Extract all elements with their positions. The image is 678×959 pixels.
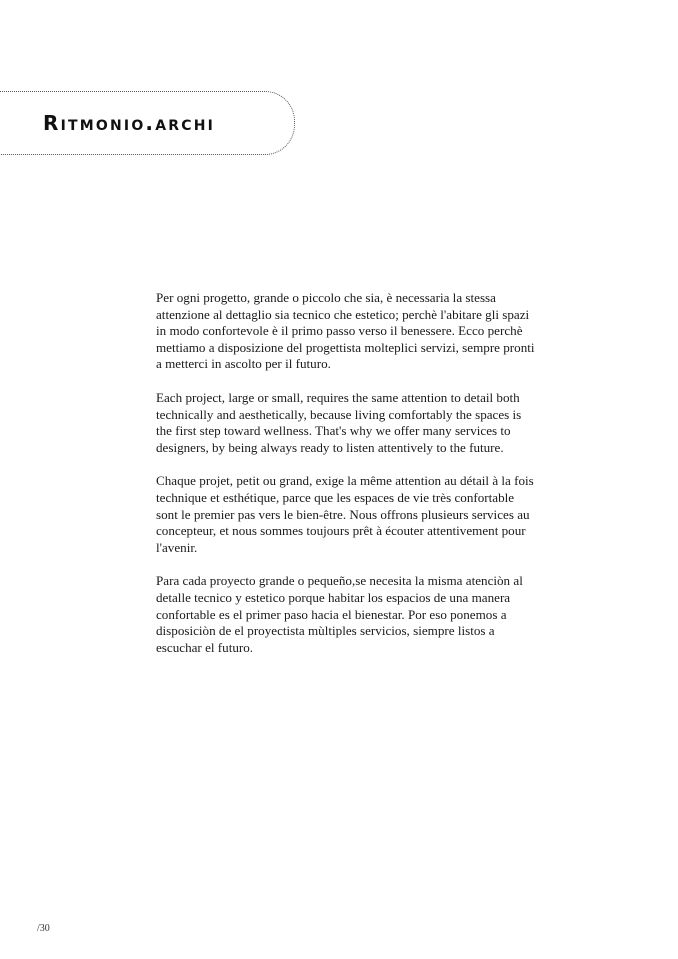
paragraph-spanish: Para cada proyecto grande o pequeño,se necesita la misma atenciòn al detalle tecnico y estetico porque habitar los espacios de una manera confortable es el primer paso hacia el bienestar. Por eso ponemos a disposiciòn de el proyectista mùltiples servicios, siempre listos a escuchar el futuro.	[156, 573, 523, 655]
paragraph-english: Each project, large or small, requires the same attention to detail both technically and aesthetically, because living comfortably the spaces is the first step toward wellness. That's why we offer many services to designers, by being always ready to listen attentively to the future.	[156, 389, 522, 455]
paragraph-french: Chaque projet, petit ou grand, exige la même attention au détail à la fois technique et esthétique, parce que les espaces de vie très confortable sont le premier pas vers le bien-être. Nous offrons plusieurs services au concepteur, et nous sommes toujours prêt à écouter attentivement pour l'avenir.	[156, 473, 534, 555]
body-text	[156, 290, 536, 673]
paragraph-italian: Per ogni progetto, grande o piccolo che sia, è necessaria la stessa attenzione al dettaglio sia tecnico che estetico; perchè l'abitare gli spazi in modo confortevole è il primo passo verso il benessere. Ecco perchè mettiamo a disposizione del progettista molteplici servizi, sempre pronti a metterci in ascolto per il futuro.	[156, 290, 535, 372]
page-title: Ritmonio.archi	[43, 111, 216, 135]
page-number: /30	[37, 923, 50, 934]
